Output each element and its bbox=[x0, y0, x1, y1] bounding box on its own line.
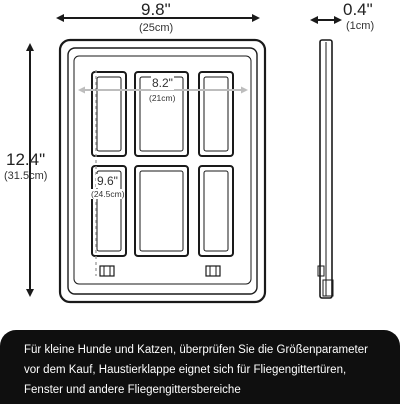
depth-cm-label: (1cm) bbox=[346, 20, 375, 32]
latch-right bbox=[206, 266, 220, 276]
panel-bottom-center bbox=[135, 166, 188, 256]
caption-banner bbox=[0, 330, 400, 404]
height-cm-label: (31.5cm) bbox=[4, 170, 48, 182]
panel-top-right bbox=[199, 72, 233, 156]
width-cm-label: (25cm) bbox=[139, 22, 174, 34]
side-profile bbox=[318, 40, 333, 298]
depth-inches-label: 0.4" bbox=[343, 0, 373, 19]
height-inches-label: 12.4" bbox=[6, 150, 46, 169]
inner-height-inches-label: 9.6" bbox=[97, 174, 118, 188]
latch-left bbox=[100, 266, 114, 276]
inner-width-inches-label: 8.2" bbox=[152, 76, 173, 90]
width-inches-label: 9.8" bbox=[141, 0, 171, 19]
inner-width-cm-label: (21cm) bbox=[149, 93, 176, 103]
caption-text: Für kleine Hunde und Katzen, überprüfen Sie die Größenparameter vor dem Kauf, Haustierklappe eignet sich für Fliegengittertüren, Fenster und andere Fliegengittersbereiche bbox=[24, 344, 368, 396]
panel-top-left bbox=[92, 72, 126, 156]
panel-bottom-right bbox=[199, 166, 233, 256]
inner-height-cm-label: (24.5cm) bbox=[91, 189, 125, 199]
